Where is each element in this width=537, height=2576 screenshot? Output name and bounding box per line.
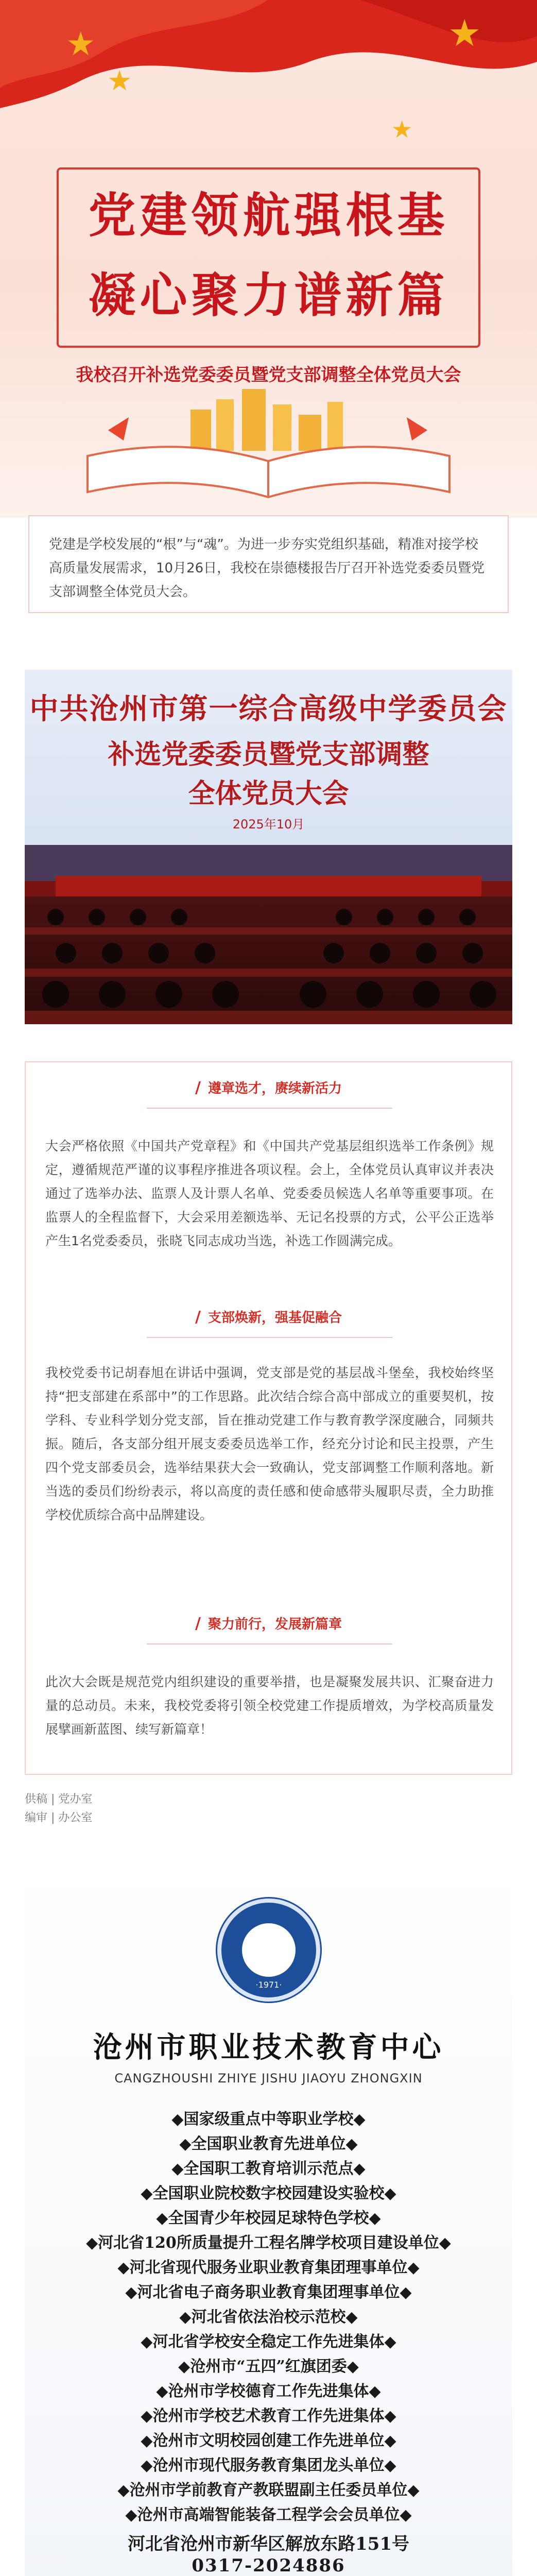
honor-item: ◆沧州市“五四”红旗团委◆ (178, 2358, 359, 2376)
section-header (26, 1078, 511, 1097)
slash-icon: / (195, 1308, 201, 1326)
slash-icon: / (195, 1079, 201, 1097)
school-name: 沧州市职业技术教育中心 (93, 2030, 444, 2064)
star-icon: ★ (448, 11, 481, 55)
honor-item: ◆沧州市文明校园创建工作先进单位◆ (141, 2432, 396, 2450)
meeting-photo (25, 670, 512, 1024)
school-info-card (25, 1855, 512, 2576)
backdrop-line2: 补选党委委员暨党支部调整 (108, 739, 429, 770)
credit-editor: 编审 | 办公室 (25, 1811, 93, 1824)
hero-subtitle: 我校召开补选党委委员暨党支部调整全体党员大会 (76, 365, 461, 385)
honor-item: ◆全国职业院校数字校园建设实验校◆ (141, 2184, 396, 2202)
credits (25, 1790, 92, 1827)
honor-item: ◆国家级重点中等职业学校◆ (171, 2110, 366, 2128)
school-name-pinyin: CANGZHOUSHI ZHIYE JISHU JIAOYU ZHONGXIN (114, 2071, 423, 2086)
honor-item: ◆沧州市学前教育产教联盟副主任委员单位◆ (117, 2481, 420, 2499)
honor-item: ◆河北省120所质量提升工程名牌学校项目建设单位◆ (86, 2234, 451, 2252)
honor-item: ◆沧州市学校艺术教育工作先进集体◆ (141, 2407, 396, 2425)
backdrop-line1: 中共沧州市第一综合高级中学委员会 (29, 692, 508, 726)
star-icon: ★ (107, 64, 132, 97)
honor-item: ◆河北省学校安全稳定工作先进集体◆ (141, 2333, 396, 2351)
section-paragraph: 我校党委书记胡春旭在讲话中强调，党支部是党的基层战斗堡垒，我校始终坚持“把支部建在系部中”的工作思路。此次结合综合高中部成立的重要契机，按学科、专业科学划分党支部，旨在推动党建工作与教育教学深度融合，同频共振。随后，各支部分组开展支委委员选举工作，经充分讨论和民主投票，产生四个党支部委员会，选举结果获大会一致确认，党支部调整工作顺利落地。新当选的委员们纷纷表示，将以高度的责任感和使命感带头履职尽责，全力助推学校优质综合高中品牌建设。 (45, 1365, 494, 1522)
intro-box (28, 515, 509, 613)
section-header (26, 1307, 511, 1326)
emblem-year: ·1971· (255, 1980, 282, 1990)
section-title: 遵章选才，赓续新活力 (207, 1081, 342, 1096)
article-body (25, 1061, 512, 1775)
presidium-table (56, 876, 481, 896)
school-address: 河北省沧州市新华区解放东路151号 (128, 2534, 409, 2554)
honor-item: ◆沧州市现代服务教育集团龙头单位◆ (141, 2456, 396, 2475)
honor-item: ◆沧州市学校德育工作先进集体◆ (156, 2382, 381, 2400)
intro-text: 党建是学校发展的“根”与“魂”。为进一步夯实党组织基础，精准对接学校高质量发展需求，10月26日，我校在崇德楼报告厅召开补选党委委员暨党支部调整全体党员大会。 (49, 537, 485, 600)
backdrop-line3: 全体党员大会 (188, 778, 349, 809)
hero-title-line1: 党建领航强根基 (88, 188, 449, 243)
section-divider (147, 1337, 392, 1338)
section-title: 聚力前行，发展新篇章 (207, 1617, 342, 1632)
star-icon: ★ (391, 115, 413, 143)
credit-contributor: 供稿 | 党办室 (25, 1793, 93, 1806)
open-book-illustration (77, 389, 460, 507)
section-divider (147, 1643, 392, 1645)
school-phone: 0317-2024886 (192, 2555, 345, 2576)
audience-seating (25, 896, 512, 1024)
section-header (26, 1614, 511, 1633)
honor-item: ◆全国职业教育先进单位◆ (179, 2135, 358, 2153)
section-paragraph: 大会严格依照《中国共产党章程》和《中国共产党基层组织选举工作条例》规定，遵循规范严谨的议事程序推进各项议程。会上，全体党员认真审议并表决通过了选举办法、监票人及计票人名单、党委委员候选人名单等重要事项。在监票人的全程监督下，大会采用差额选举、无记名投票的方式，公平公正选举产生1名党委委员，张晓飞同志成功当选，补选工作圆满完成。 (45, 1139, 494, 1248)
slash-icon: / (195, 1615, 201, 1633)
section-title: 支部焕新，强基促融合 (207, 1310, 342, 1326)
honors-list (25, 2107, 512, 2528)
honor-item: ◆沧州市高端智能装备工程学会会员单位◆ (125, 2506, 412, 2524)
honor-item: ◆河北省依法治校示范校◆ (179, 2308, 358, 2326)
backdrop-date: 2025年10月 (232, 817, 305, 832)
emblem-center (242, 1923, 296, 1977)
meeting-backdrop (25, 670, 512, 845)
honor-item: ◆河北省电子商务职业教育集团理事单位◆ (125, 2283, 412, 2301)
honor-item: ◆全国青少年校园足球特色学校◆ (156, 2209, 381, 2227)
hero-title-line2: 凝心聚力谱新篇 (88, 268, 449, 323)
section-divider (147, 1108, 392, 1109)
hero-banner (0, 0, 537, 518)
school-emblem-icon (217, 1899, 320, 2002)
section-paragraph: 此次大会既是规范党内组织建设的重要举措，也是凝聚发展共识、汇聚奋进力量的总动员。未来，我校党委将引领全校党建工作提质增效，为学校高质量发展擘画新蓝图、续写新篇章！ (45, 1674, 494, 1737)
honor-item: ◆全国职工教育培训示范点◆ (171, 2160, 366, 2178)
honor-item: ◆河北省现代服务业职业教育集团理事单位◆ (117, 2259, 420, 2277)
star-icon: ★ (66, 25, 96, 63)
